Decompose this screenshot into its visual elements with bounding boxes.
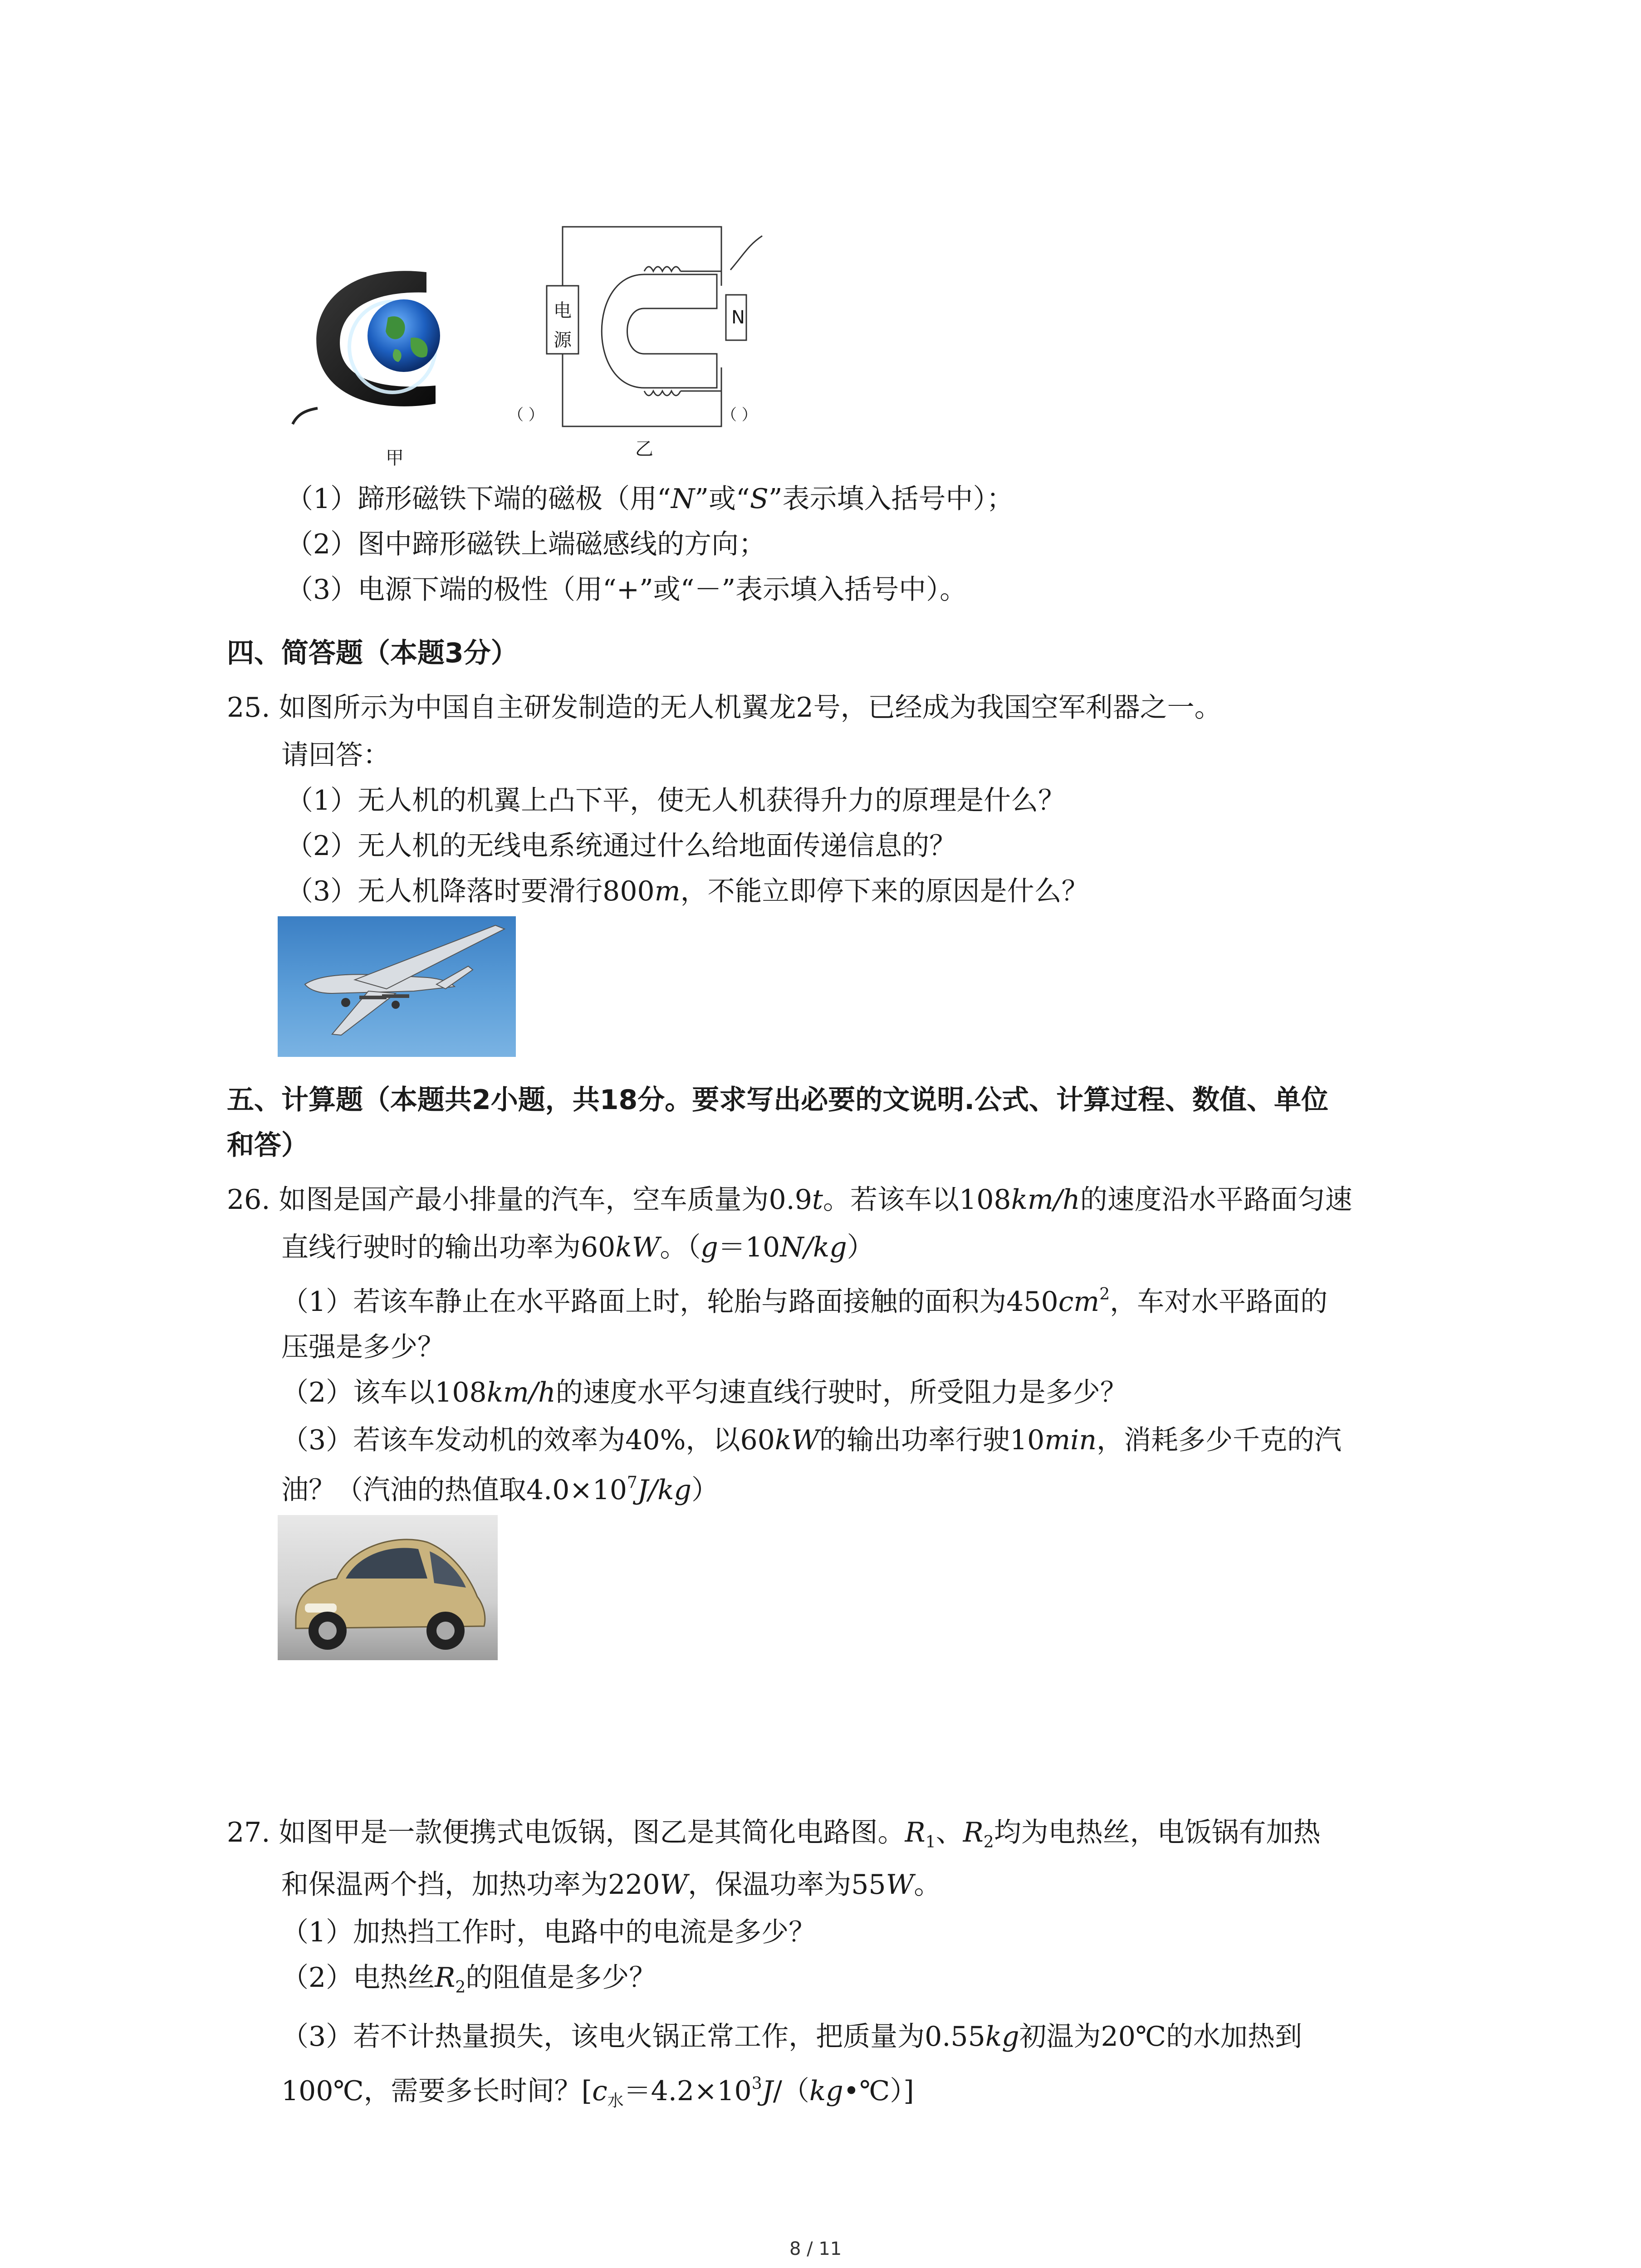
- q27-part3: （3）若不计热量损失，该电火锅正常工作，把质量为0.55kg初温为20℃的水加热到: [281, 2021, 1303, 2053]
- q26-part1: （1）若该车静止在水平路面上时，轮胎与路面接触的面积为$450cm^2$，车对水平路面的: [281, 1285, 1328, 1318]
- magnet-bracket-blank: （ ）: [721, 406, 757, 424]
- q25-part3: （3）无人机降落时要滑行800m，不能立即停下来的原因是什么？: [286, 875, 1089, 907]
- q24-part3: （3）电源下端的极性（用“+”或“－”表示填入括号中）。: [286, 574, 967, 606]
- q27-stem-line2: 和保温两个挡，加热功率为220W，保温功率为55W。: [281, 1869, 941, 1901]
- power-bracket-blank: （ ）: [508, 406, 544, 424]
- q24-part2: （2）图中蹄形磁铁上端磁感线的方向；: [286, 528, 766, 560]
- q26-part3: （3）若该车发动机的效率为40%，以60kW的输出功率行驶10min，消耗多少千克的汽: [281, 1424, 1342, 1456]
- car-silhouette: [278, 1515, 498, 1660]
- q25-prompt: 请回答：: [281, 739, 390, 771]
- q27-part3-line2: 100℃，需要多长时间？$[c_水=4.2\times 10^3J/(kg•℃)]$: [281, 2074, 914, 2110]
- q27-part2: （2）电热丝$R_2$的阻值是多少？: [281, 1962, 656, 1997]
- q26-stem-line2: 直线行驶时的输出功率为60kW。（g＝10N/kg）: [281, 1232, 874, 1263]
- power-label-yuan: 源: [554, 330, 572, 351]
- section5-heading-line1: 五、计算题（本题共2小题，共18分。要求写出必要的文说明.公式、计算过程、数值、单位: [227, 1084, 1329, 1116]
- q24-part1: （1）蹄形磁铁下端的磁极（用“N”或“S”表示填入括号中）；: [286, 483, 1014, 515]
- magnet-n-label: N: [731, 307, 745, 328]
- maglev-globe-illustration: [290, 254, 476, 426]
- maglev-globe-figure: [290, 254, 476, 426]
- drone-photo: [278, 916, 516, 1057]
- power-label-dian: 电: [554, 300, 572, 321]
- q27-part1: （1）加热挡工作时，电路中的电流是多少？: [281, 1916, 816, 1948]
- q25-part2: （2）无人机的无线电系统通过什么给地面传递信息的？: [286, 830, 957, 862]
- q26-part3-line2: 油？（汽油的热值取$4.0\times 10^7J/kg$）: [281, 1473, 719, 1506]
- page-number: 8 / 11: [789, 2239, 842, 2259]
- section5-heading-line2: 和答）: [227, 1129, 309, 1161]
- car-photo: [278, 1515, 498, 1660]
- electromagnet-circuit-figure: [508, 218, 798, 454]
- q25-part1: （1）无人机的机翼上凸下平，使无人机获得升力的原理是什么？: [286, 785, 1066, 816]
- figure-label-jia: 甲: [386, 448, 404, 469]
- q27-stem-line1: 27. 如图甲是一款便携式电饭锅，图乙是其简化电路图。$R_1$、$R_2$均为电热丝，电饭锅有加热: [227, 1817, 1321, 1852]
- drone-silhouette: [278, 916, 516, 1057]
- section4-heading: 四、简答题（本题3分）: [227, 637, 518, 669]
- q26-part2: （2）该车以108km/h的速度水平匀速直线行驶时，所受阻力是多少？: [281, 1377, 1127, 1408]
- q25-stem: 25. 如图所示为中国自主研发制造的无人机翼龙2号，已经成为我国空军利器之一。: [227, 692, 1222, 723]
- q26-stem-line1: 26. 如图是国产最小排量的汽车，空车质量为0.9t。若该车以108km/h的速度沿水平路面匀速: [227, 1184, 1352, 1216]
- q26-part1-line2: 压强是多少？: [281, 1331, 445, 1363]
- figure-label-yi: 乙: [635, 439, 653, 459]
